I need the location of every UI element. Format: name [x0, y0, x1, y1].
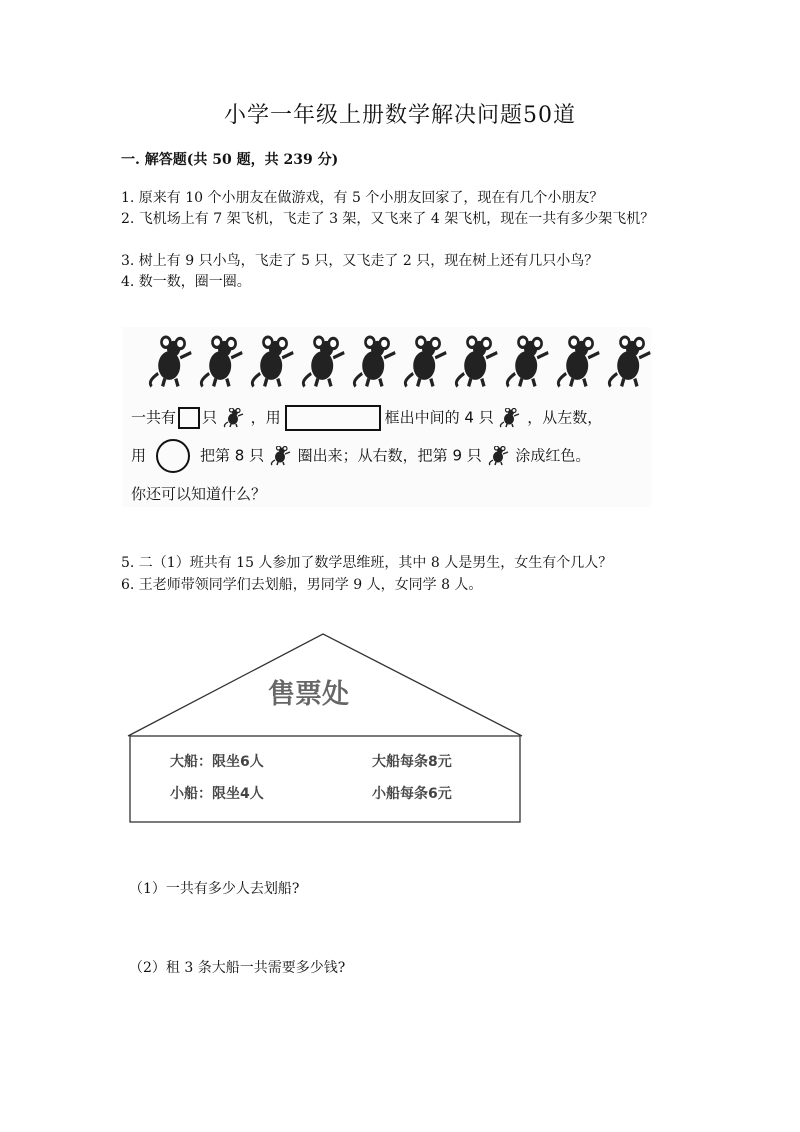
section-heading: 一. 解答题(共 50 题，共 239 分) [121, 152, 339, 168]
answer-rectangle [285, 405, 381, 431]
answer-circle [156, 439, 190, 473]
figure-text: 框出中间的 4 只 [384, 408, 494, 427]
answer-square [178, 407, 200, 429]
page-title: 小学一年级上册数学解决问题50道 [224, 103, 576, 128]
mouse-icon [303, 337, 344, 386]
figure-text: 只 [202, 408, 218, 427]
figure-text: 把第 8 只 [200, 446, 265, 465]
big-boat-limit: 大船：限坐6人 [170, 754, 264, 770]
mouse-icon [498, 408, 522, 428]
mouse-icon [252, 337, 293, 386]
mouse-icon [201, 337, 242, 386]
figure-line-2 [131, 439, 590, 473]
figure-text: ，用 [250, 408, 281, 427]
mice-figure [123, 327, 651, 507]
mouse-icon [507, 337, 548, 386]
mouse-icon [354, 337, 395, 386]
mouse-icon [222, 408, 246, 428]
figure-line-3: 你还可以知道什么？ [131, 485, 267, 503]
mouse-icon [487, 446, 511, 466]
figure-text: 一共有 [131, 408, 177, 427]
question-6: 6. 王老师带领同学们去划船，男同学 9 人，女同学 8 人。 [121, 577, 483, 593]
mouse-icon [269, 446, 293, 466]
mouse-icon [456, 337, 497, 386]
booth-sign: 售票处 [268, 679, 349, 710]
sub-question-1: （1）一共有多少人去划船? [129, 881, 300, 897]
mouse-icon [609, 337, 650, 386]
question-3: 3. 树上有 9 只小鸟，飞走了 5 只，又飞走了 2 只，现在树上还有几只小鸟？ [121, 253, 599, 269]
mice-row [123, 335, 651, 397]
mouse-icon [558, 337, 599, 386]
question-5: 5. 二（1）班共有 15 人参加了数学思维班，其中 8 人是男生，女生有个几人？ [121, 555, 613, 571]
figure-text: 涂成红色。 [515, 446, 591, 465]
small-boat-limit: 小船：限坐4人 [170, 786, 264, 802]
figure-text: ，从左数， [527, 408, 603, 427]
mouse-icon [405, 337, 446, 386]
figure-text: 圈出来；从右数，把第 9 只 [297, 446, 482, 465]
figure-text: 用 [131, 446, 147, 465]
question-2: 2. 飞机场上有 7 架飞机，飞走了 3 架，又飞来了 4 架飞机，现在一共有多少架飞机？ [121, 211, 655, 227]
figure-line-1 [131, 405, 602, 431]
big-boat-price: 大船每条8元 [372, 754, 452, 770]
sub-question-2: （2）租 3 条大船一共需要多少钱? [129, 960, 346, 976]
mouse-icon [150, 337, 191, 386]
ticket-booth [126, 632, 524, 826]
question-1: 1. 原来有 10 个小朋友在做游戏，有 5 个小朋友回家了，现在有几个小朋友？ [121, 190, 604, 206]
question-4: 4. 数一数，圈一圈。 [121, 274, 251, 290]
small-boat-price: 小船每条6元 [372, 786, 452, 802]
